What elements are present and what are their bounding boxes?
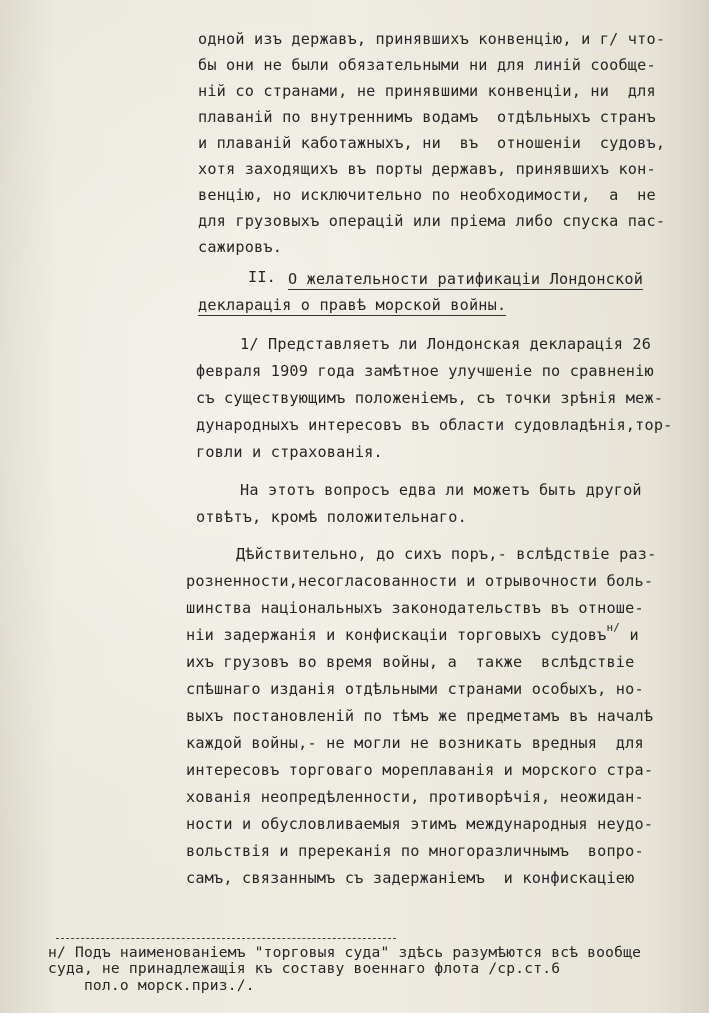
text-line: плаваній по внутреннимъ водамъ отдѣльныхъ странъ <box>198 108 656 126</box>
text-line: венцію, но исключительно по необходимости, а не <box>198 186 656 204</box>
section-title-line-1: О желательности ратификаціи Лондонской <box>288 270 644 288</box>
footnote-rule <box>56 938 396 939</box>
text-line: одной изъ державъ, принявшихъ конвенцію, и г/ что- <box>198 30 666 48</box>
footnote-text: н/ Подъ наименованіемъ "торговыя суда" здѣсь разумѣются всѣ вообще суда, не принадлежащія къ составу военнаго флота /ср.ст.6 <box>48 944 642 977</box>
footnote-text: пол.о морск.приз./. <box>48 977 255 994</box>
text-line: розненности,несогласованности и отрывочности боль- <box>186 572 654 590</box>
text-line: хотя заходящихъ въ порты державъ, принявшихъ кон- <box>198 160 656 178</box>
text-line: сажировъ. <box>198 238 283 256</box>
footnote-reference: н/ <box>606 621 621 634</box>
text-line: отвѣтъ, кромѣ положительнаго. <box>196 508 467 526</box>
text-line: самъ, связаннымъ съ задержаніемъ и конфискаціею <box>186 869 635 887</box>
text-line: дународныхъ интересовъ въ области судовладѣнія,тор- <box>196 416 673 434</box>
section-number: II. <box>248 268 277 286</box>
text-line: Дѣйствительно, до сихъ поръ,- вслѣдствіе раз- <box>236 545 657 563</box>
text-line: ности и обусловливаемыя этимъ международныя неудо- <box>186 815 654 833</box>
text-line: говли и страхованія. <box>196 443 383 461</box>
text-line: ній со странами, не принявшими конвенціи, ни для <box>198 82 656 100</box>
text-segment: и <box>629 626 639 644</box>
text-line: бы они не были обязательными ни для линій сообще- <box>198 56 656 74</box>
text-line: хованія неопредѣленности, противорѣчія, неожидан- <box>186 788 644 806</box>
text-line: для грузовыхъ операцій или пріема либо спуска пас- <box>198 212 666 230</box>
text-line: съ существующимъ положеніемъ, съ точки зрѣнія меж- <box>196 389 664 407</box>
text-line: февраля 1909 года замѣтное улучшеніе по сравненію <box>196 362 654 380</box>
text-line: ихъ грузовъ во время войны, а также вслѣдствіе <box>186 653 635 671</box>
text-segment: ніи задержанія и конфискаціи торговыхъ судовъ <box>186 626 607 644</box>
text-line: На этотъ вопросъ едва ли можетъ быть другой <box>240 481 642 499</box>
text-line: выхъ постановленій по тѣмъ же предметамъ въ началѣ <box>186 707 654 725</box>
section-title-line-2: декларація о правѣ морской войны. <box>198 296 507 314</box>
text-line: вольствія и пререканія по многоразличнымъ вопро- <box>186 842 644 860</box>
bleed-through-right <box>668 40 709 740</box>
text-line: 1/ Представляетъ ли Лондонская декларація 26 <box>240 335 652 353</box>
bleed-through-left <box>0 280 180 980</box>
text-line: спѣшнаго изданія отдѣльными странами особыхъ, но- <box>186 680 644 698</box>
text-line: и плаваній каботажныхъ, ни въ отношеніи судовъ, <box>198 134 666 152</box>
text-line: интересовъ торговаго мореплаванія и морского стра- <box>186 761 654 779</box>
text-line: каждой войны,- не могли не возникать вредныя для <box>186 734 644 752</box>
text-line: шинства національныхъ законодательствъ въ отноше- <box>186 599 644 617</box>
text-line-with-footnote <box>186 621 639 644</box>
